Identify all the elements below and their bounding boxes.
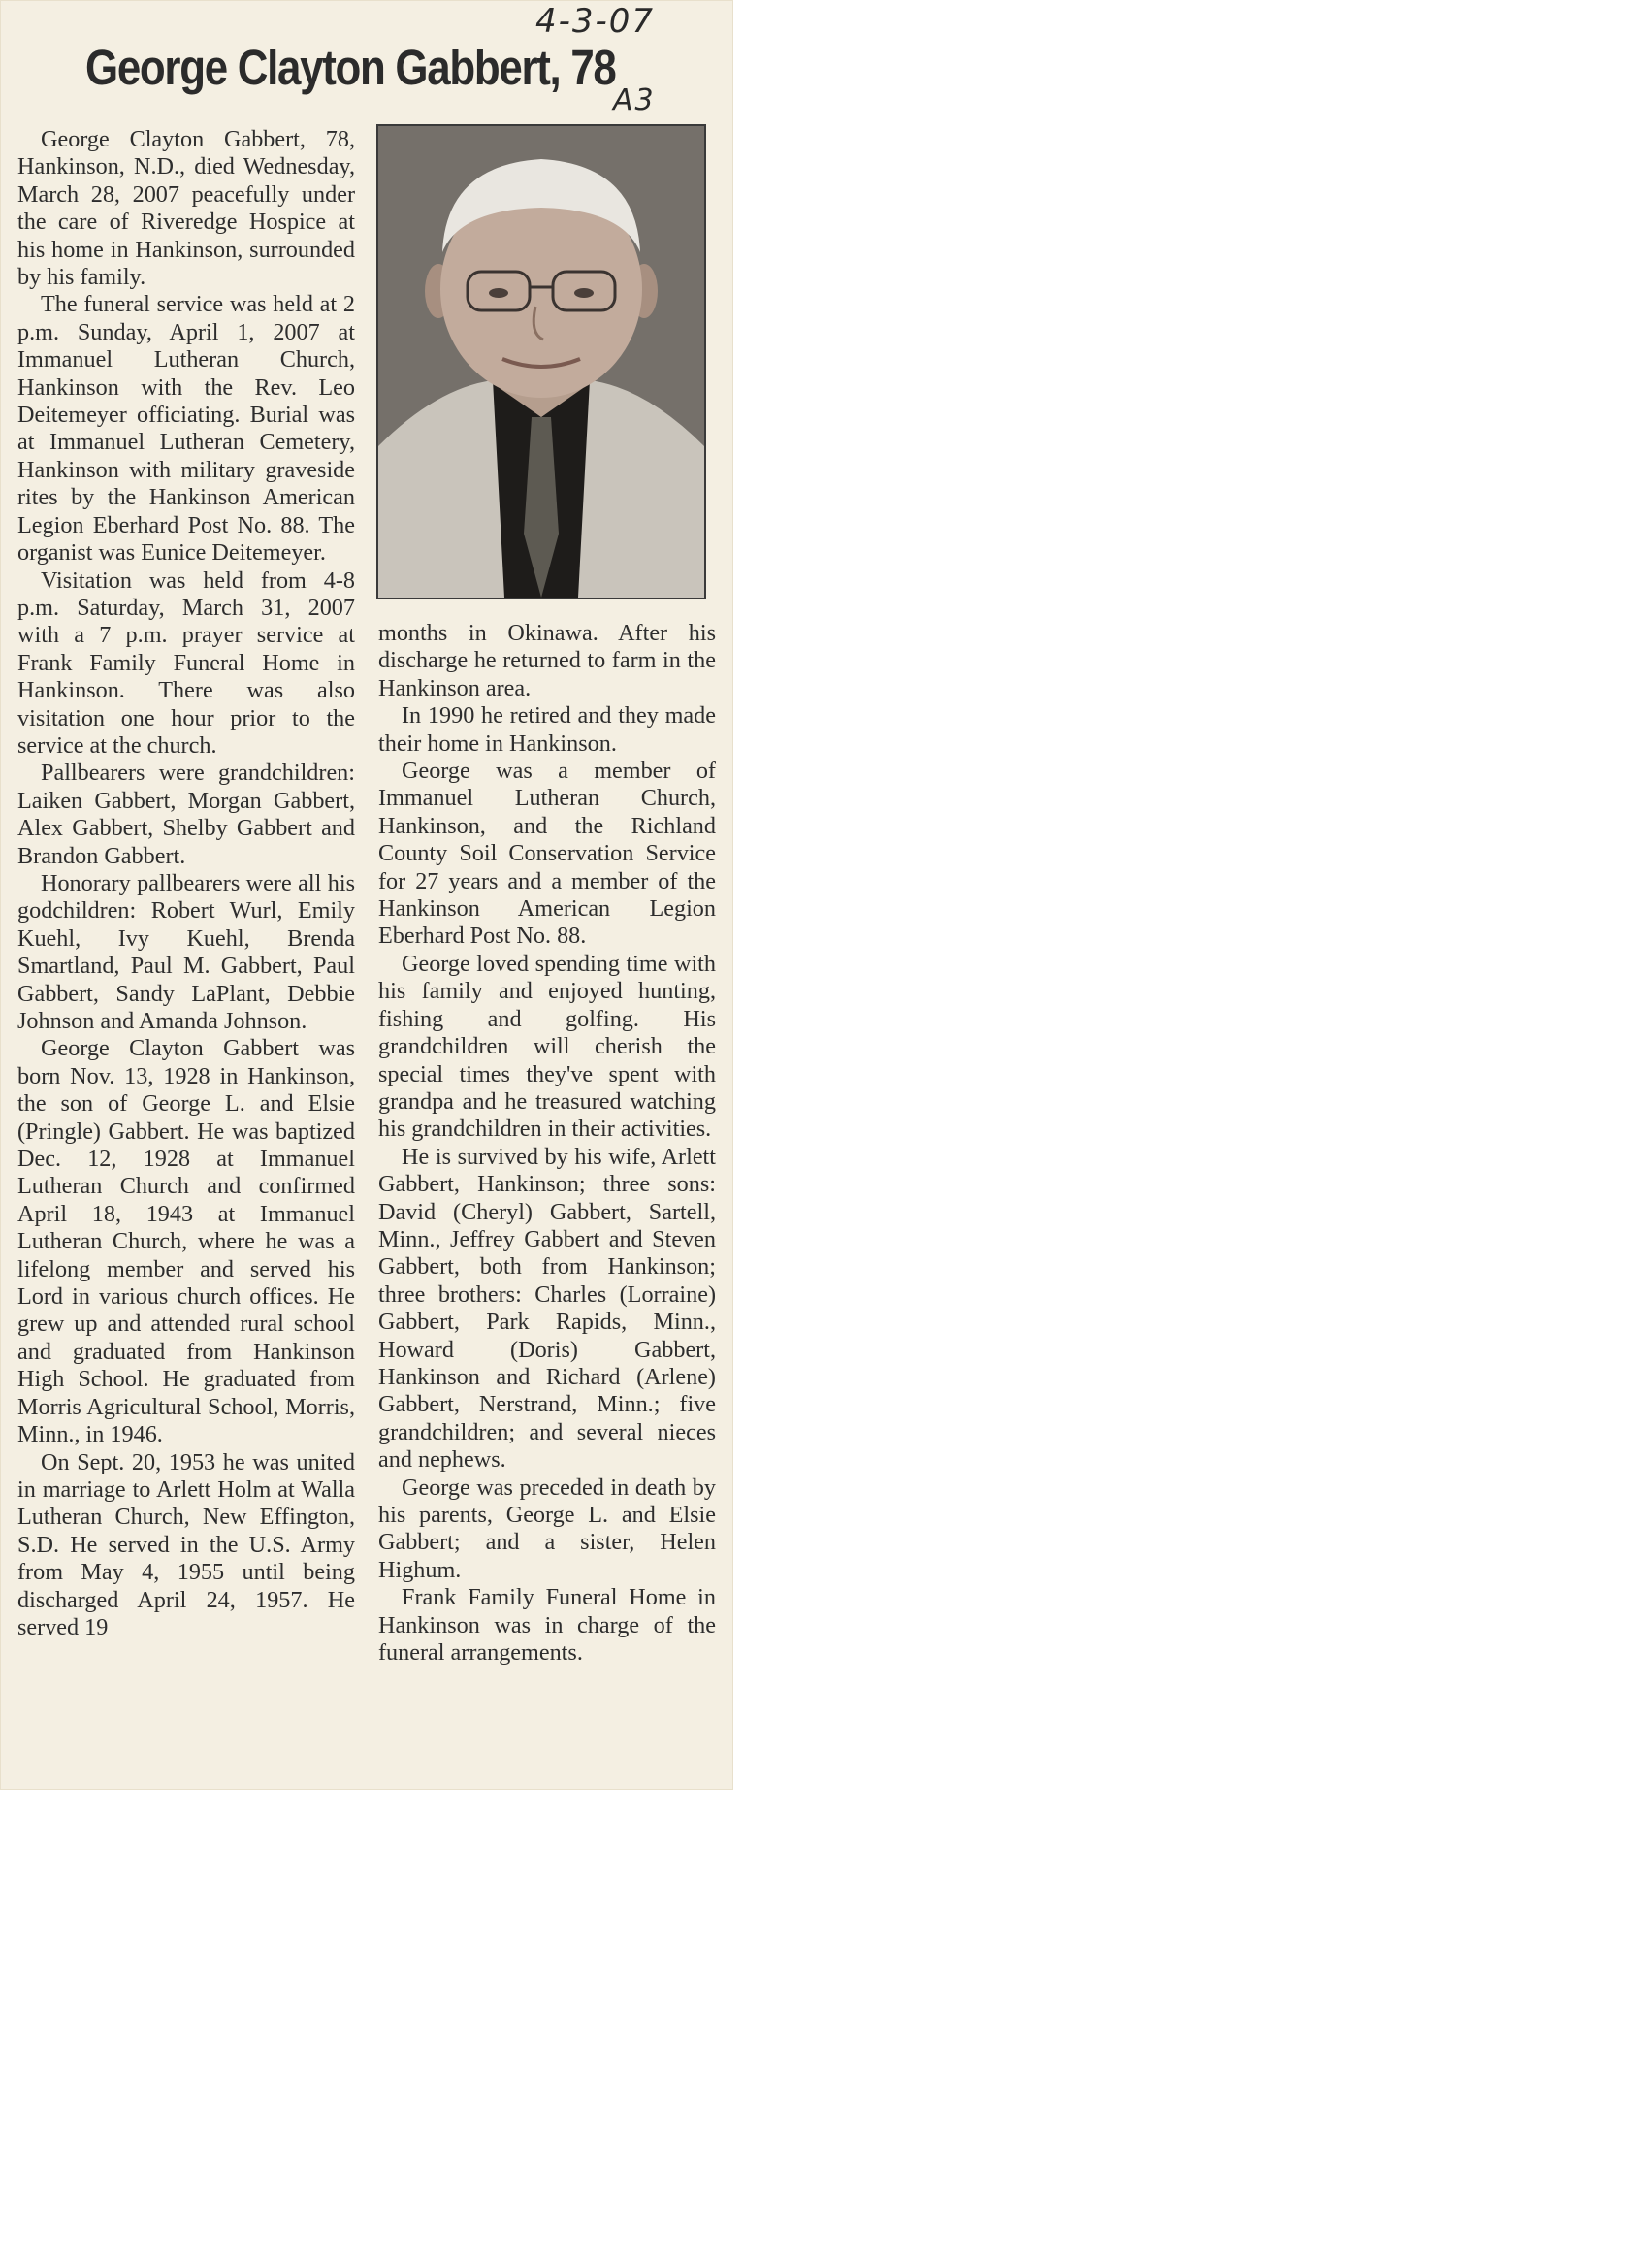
portrait-photo (376, 124, 706, 599)
paragraph-arrangements: Frank Family Funeral Home in Hankinson was in charge of the funeral arrangements. (378, 1584, 716, 1667)
paragraph-pallbearers: Pallbearers were grandchildren: Laiken Gabbert, Morgan Gabbert, Alex Gabbert, Shelby Gabbert and Brandon Gabbert. (17, 760, 355, 869)
paragraph-death: George Clayton Gabbert, 78, Hankinson, N.D., died Wednesday, March 28, 2007 peacefully under the care of Riveredge Hospice at his home in Hankinson, surrounded by his family. (17, 126, 355, 291)
handwritten-date: 4-3-07 (535, 2, 656, 41)
paragraph-retirement: In 1990 he retired and they made their home in Hankinson. (378, 702, 716, 757)
paragraph-survivors: He is survived by his wife, Arlett Gabbert, Hankinson; three sons: David (Cheryl) Gabbert, Sartell, Minn., Jeffrey Gabbert and Steven Gabbert, both from Hankinson; three brothers: Charles (Lorraine) Gabbert, Park Rapids, Minn., Howard (Doris) Gabbert, Hankinson and Richard (Arlene) Gabbert, Nerstrand, Minn.; five grandchildren; and several nieces and nephews. (378, 1143, 716, 1474)
obituary-column-left (17, 126, 355, 1641)
paragraph-marriage: On Sept. 20, 1953 he was united in marriage to Arlett Holm at Walla Lutheran Church, New Effington, S.D. He served in the U.S. Army from May 4, 1955 until being discharged April 24, 1957. He served 19 (17, 1448, 355, 1640)
portrait-image (378, 126, 704, 598)
paragraph-visitation: Visitation was held from 4-8 p.m. Saturday, March 31, 2007 with a 7 p.m. prayer service at Frank Family Funeral Home in Hankinson. There was also visitation one hour prior to the service at the church. (17, 567, 355, 759)
obituary-headline: George Clayton Gabbert, 78 (85, 40, 616, 95)
paragraph-military-continued: months in Okinawa. After his discharge he returned to farm in the Hankinson area. (378, 620, 716, 701)
paragraph-honorary-pallbearers: Honorary pallbearers were all his godchildren: Robert Wurl, Emily Kuehl, Ivy Kuehl, Brenda Smartland, Paul M. Gabbert, Paul Gabbert, Sandy LaPlant, Debbie Johnson and Amanda Johnson. (17, 869, 355, 1034)
handwritten-page-number: A3 (613, 83, 656, 117)
paragraph-funeral: The funeral service was held at 2 p.m. Sunday, April 1, 2007 at Immanuel Lutheran Church, Hankinson with the Rev. Leo Deitemeyer officiating. Burial was at Immanuel Lutheran Cemetery, Hankinson with military graveside rites by the Hankinson American Legion Eberhard Post No. 88. The organist was Eunice Deitemeyer. (17, 291, 355, 567)
paragraph-biography: George Clayton Gabbert was born Nov. 13, 1928 in Hankinson, the son of George L. and Elsie (Pringle) Gabbert. He was baptized Dec. 12, 1928 at Immanuel Lutheran Church and confirmed April 18, 1943 at Immanuel Lutheran Church, where he was a lifelong member and served his Lord in various church offices. He grew up and attended rural school and graduated from Hankinson High School. He graduated from Morris Agricultural School, Morris, Minn., in 1946. (17, 1035, 355, 1448)
obituary-column-right (378, 620, 716, 1667)
paragraph-preceded: George was preceded in death by his parents, George L. and Elsie Gabbert; and a sister, Helen Highum. (378, 1474, 716, 1583)
paragraph-hobbies: George loved spending time with his family and enjoyed hunting, fishing and golfing. His grandchildren will cherish the special times they've spent with grandpa and he treasured watching his grandchildren in their activities. (378, 950, 716, 1143)
paragraph-memberships: George was a member of Immanuel Lutheran Church, Hankinson, and the Richland County Soil Conservation Service for 27 years and a member of the Hankinson American Legion Eberhard Post No. 88. (378, 758, 716, 950)
newspaper-clipping (0, 0, 733, 1790)
